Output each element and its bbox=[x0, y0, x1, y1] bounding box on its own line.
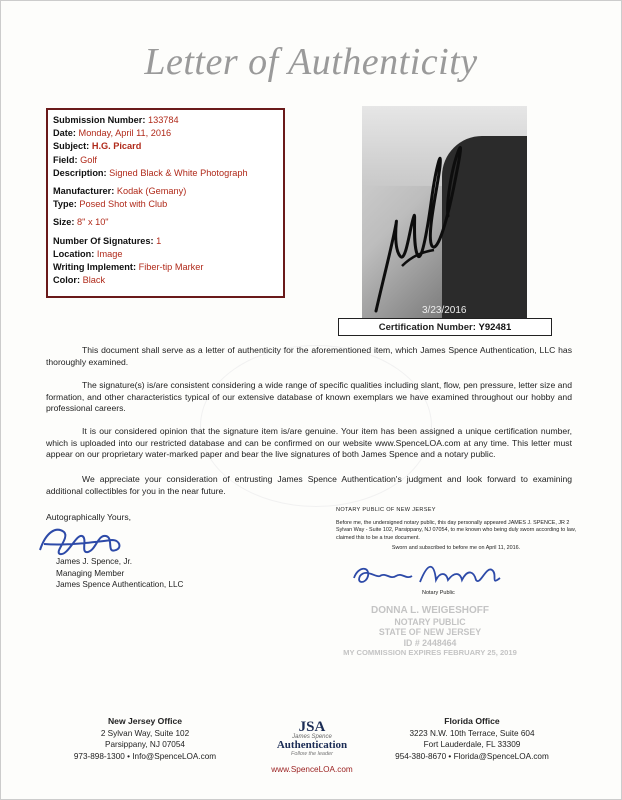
logo-jsa: JSA bbox=[298, 719, 326, 735]
detail-value: 133784 bbox=[147, 115, 179, 125]
detail-value: Image bbox=[96, 248, 123, 259]
detail-value: Golf bbox=[80, 154, 97, 165]
certification-label: Certification Number: bbox=[378, 322, 476, 333]
detail-value: Posed Shot with Club bbox=[79, 199, 168, 210]
logo-sub: James Spence bbox=[292, 734, 332, 740]
signer-company: James Spence Authentication, LLC bbox=[56, 580, 184, 589]
detail-value: 1 bbox=[156, 235, 162, 246]
fl-office-line2: Fort Lauderdale, FL 33309 bbox=[423, 740, 521, 749]
detail-value: Monday, April 11, 2016 bbox=[78, 128, 172, 139]
stamp-line3: STATE OF NEW JERSEY bbox=[378, 627, 482, 637]
detail-label: Description: bbox=[53, 167, 107, 178]
stamp-line2: NOTARY PUBLIC bbox=[394, 616, 466, 627]
detail-row-submission bbox=[53, 114, 278, 127]
notary-sworn: Sworn and subscribed to before me on April 11, 2016. bbox=[391, 545, 521, 551]
detail-label: Location: bbox=[53, 248, 95, 259]
notary-text: Before me, the undersigned notary public, this day personally appeared JAMES J. SPENCE, JR 2 Sylvan Way - Suite 102, Parsippany, NJ 07054, to me known who being duly sworn according to law, claimed this to be a true document. bbox=[336, 519, 577, 541]
certification-number-box bbox=[338, 318, 552, 336]
detail-row-manufacturer bbox=[53, 185, 278, 198]
nj-office bbox=[60, 716, 230, 762]
fl-office-head: Florida Office bbox=[444, 716, 500, 726]
detail-label: Writing Implement: bbox=[53, 262, 137, 273]
fl-office-line1: 3223 N.W. 10th Terrace, Suite 604 bbox=[409, 728, 535, 738]
detail-label: Size: bbox=[53, 217, 75, 228]
detail-value: 8" x 10" bbox=[77, 217, 109, 228]
nj-office-line1: 2 Sylvan Way, Suite 102 bbox=[100, 728, 190, 738]
detail-row-size bbox=[53, 216, 278, 229]
detail-value: Fiber-tip Marker bbox=[138, 262, 204, 273]
detail-label: Manufacturer: bbox=[53, 186, 115, 197]
paragraph-1: This document shall serve as a letter of authenticity for the aforementioned item, which James Spence Authentication, LLC has thoroughly examined. bbox=[46, 345, 572, 367]
detail-row-color bbox=[53, 274, 278, 287]
paragraph-4: We appreciate your consideration of entrusting James Spence Authentication's judgment and look forward to examining additional collectibles for you in the near future. bbox=[46, 474, 572, 496]
detail-label: Color: bbox=[53, 275, 81, 286]
detail-label: Type: bbox=[53, 199, 77, 210]
logo-auth: Authentication bbox=[276, 739, 348, 751]
detail-label: Subject: bbox=[53, 141, 90, 152]
stamp-line4: ID # 2448464 bbox=[403, 637, 457, 648]
notary-public-label: Notary Public bbox=[422, 590, 455, 596]
signer-title: Managing Member bbox=[56, 568, 125, 578]
detail-value: Kodak (Gemany) bbox=[116, 186, 187, 197]
logo-tag: Follow the leader bbox=[291, 751, 333, 757]
fl-office-line3: 954-380-8670 • Florida@SpenceLOA.com bbox=[395, 751, 549, 761]
fl-office bbox=[372, 716, 572, 762]
nj-office-line3: 973-898-1300 • Info@SpenceLOA.com bbox=[73, 751, 217, 761]
page-title: Letter of Authenticity bbox=[144, 41, 478, 83]
detail-label: Field: bbox=[53, 154, 78, 165]
photo-date-stamp: 3/23/2016 bbox=[422, 305, 467, 316]
photo-autograph-signature bbox=[362, 106, 527, 318]
item-details-box bbox=[46, 108, 285, 298]
nj-office-head: New Jersey Office bbox=[107, 716, 183, 726]
nj-office-line2: Parsippany, NJ 07054 bbox=[105, 740, 185, 749]
detail-row-signatures bbox=[53, 235, 278, 248]
footer bbox=[0, 716, 622, 776]
certification-value: Y92481 bbox=[478, 322, 512, 333]
detail-value: H.G. Picard bbox=[91, 141, 142, 152]
detail-label: Number Of Signatures: bbox=[53, 235, 154, 246]
notary-stamp bbox=[330, 606, 530, 659]
detail-row-location bbox=[53, 248, 278, 261]
notary-header: NOTARY PUBLIC OF NEW JERSEY bbox=[336, 507, 436, 513]
notary-block bbox=[336, 507, 576, 553]
closing-line: Autographically Yours, bbox=[46, 512, 132, 522]
detail-value: Black bbox=[82, 275, 106, 286]
website-link[interactable]: www.SpenceLOA.com bbox=[271, 765, 353, 774]
detail-row-date bbox=[53, 127, 278, 140]
detail-label: Submission Number: bbox=[53, 115, 146, 125]
signer-block bbox=[56, 556, 183, 591]
stamp-line5: MY COMMISSION EXPIRES FEBRUARY 25, 2019 bbox=[343, 648, 517, 657]
detail-label: Date: bbox=[53, 128, 76, 139]
paragraph-3: It is our considered opinion that the signature item is/are genuine. Your item has been assigned a unique certification number, which is uploaded into our restricted database and can be confirmed on our website www.SpenceLOA.com at any time. This letter must appear on our proprietary water-marked paper and bear the live signatures of both James Spence and a notary public. bbox=[46, 426, 572, 460]
spence-signature bbox=[36, 520, 126, 560]
detail-row-subject bbox=[53, 140, 278, 153]
detail-row-type bbox=[53, 198, 278, 211]
detail-row-implement bbox=[53, 261, 278, 274]
paragraph-2: The signature(s) is/are consistent considering a wide range of specific qualities including slant, flow, pen pressure, letter size and formation, and other characteristics typical of our extensive database of known exemplars we have examined throughout our hobby and professional careers. bbox=[46, 380, 572, 414]
notary-signature bbox=[350, 558, 510, 592]
jsa-logo bbox=[262, 720, 362, 774]
stamp-name: DONNA L. WEIGESHOFF bbox=[371, 605, 489, 616]
signed-photograph bbox=[362, 106, 527, 318]
detail-row-field bbox=[53, 154, 278, 167]
signer-name: James J. Spence, Jr. bbox=[56, 557, 132, 566]
detail-row-description bbox=[53, 167, 278, 180]
detail-value: Signed Black & White Photograph bbox=[109, 167, 248, 178]
